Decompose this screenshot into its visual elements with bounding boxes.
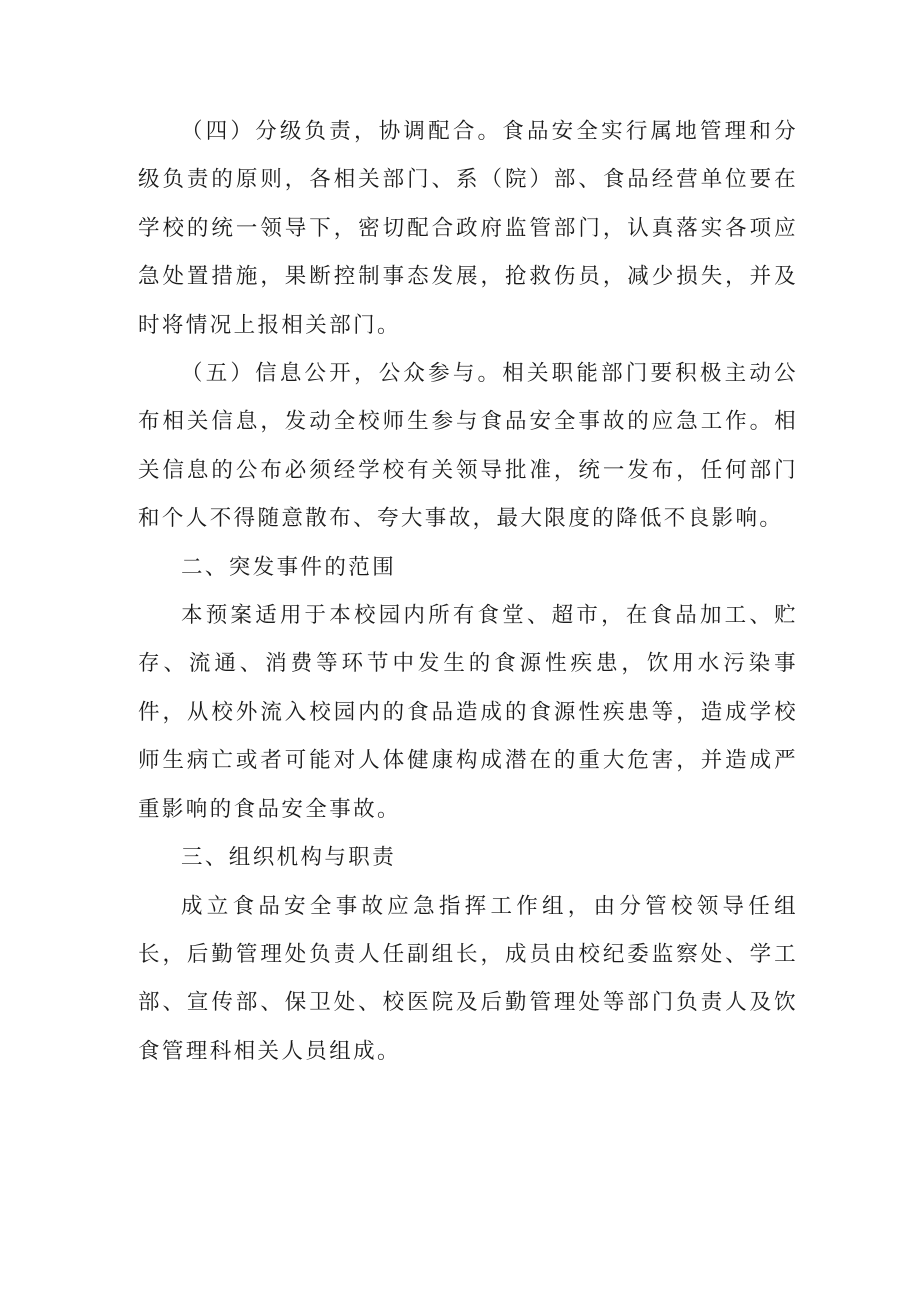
paragraph-principle-4: （四）分级负责，协调配合。食品安全实行属地管理和分级负责的原则，各相关部门、系（院）部、食品经营单位要在学校的统一领导下，密切配合政府监管部门，认真落实各项应急处置措施，果断控制事态发展，抢救伤员，减少损失，并及时将情况上报相关部门。 xyxy=(138,119,798,338)
paragraph-scope: 本预案适用于本校园内所有食堂、超市，在食品加工、贮存、流通、消费等环节中发生的食源性疾患，饮用水污染事件，从校外流入校园内的食品造成的食源性疾患等，造成学校师生病亡或者可能对人体健康构成潜在的重大危害，并造成严重影响的食品安全事故。 xyxy=(138,603,798,822)
paragraph-principle-5: （五）信息公开，公众参与。相关职能部门要积极主动公布相关信息，发动全校师生参与食品安全事故的应急工作。相关信息的公布必须经学校有关领导批准，统一发布，任何部门和个人不得随意散布、夸大事故，最大限度的降低不良影响。 xyxy=(138,361,798,532)
section-heading-organization: 三、组织机构与职责 xyxy=(181,845,397,871)
section-heading-scope: 二、突发事件的范围 xyxy=(181,554,397,580)
document-body xyxy=(138,108,798,1076)
paragraph-organization: 成立食品安全事故应急指挥工作组，由分管校领导任组长，后勤管理处负责人任副组长，成员由校纪委监察处、学工部、宣传部、保卫处、校医院及后勤管理处等部门负责人及饮食管理科相关人员组成。 xyxy=(138,893,798,1064)
